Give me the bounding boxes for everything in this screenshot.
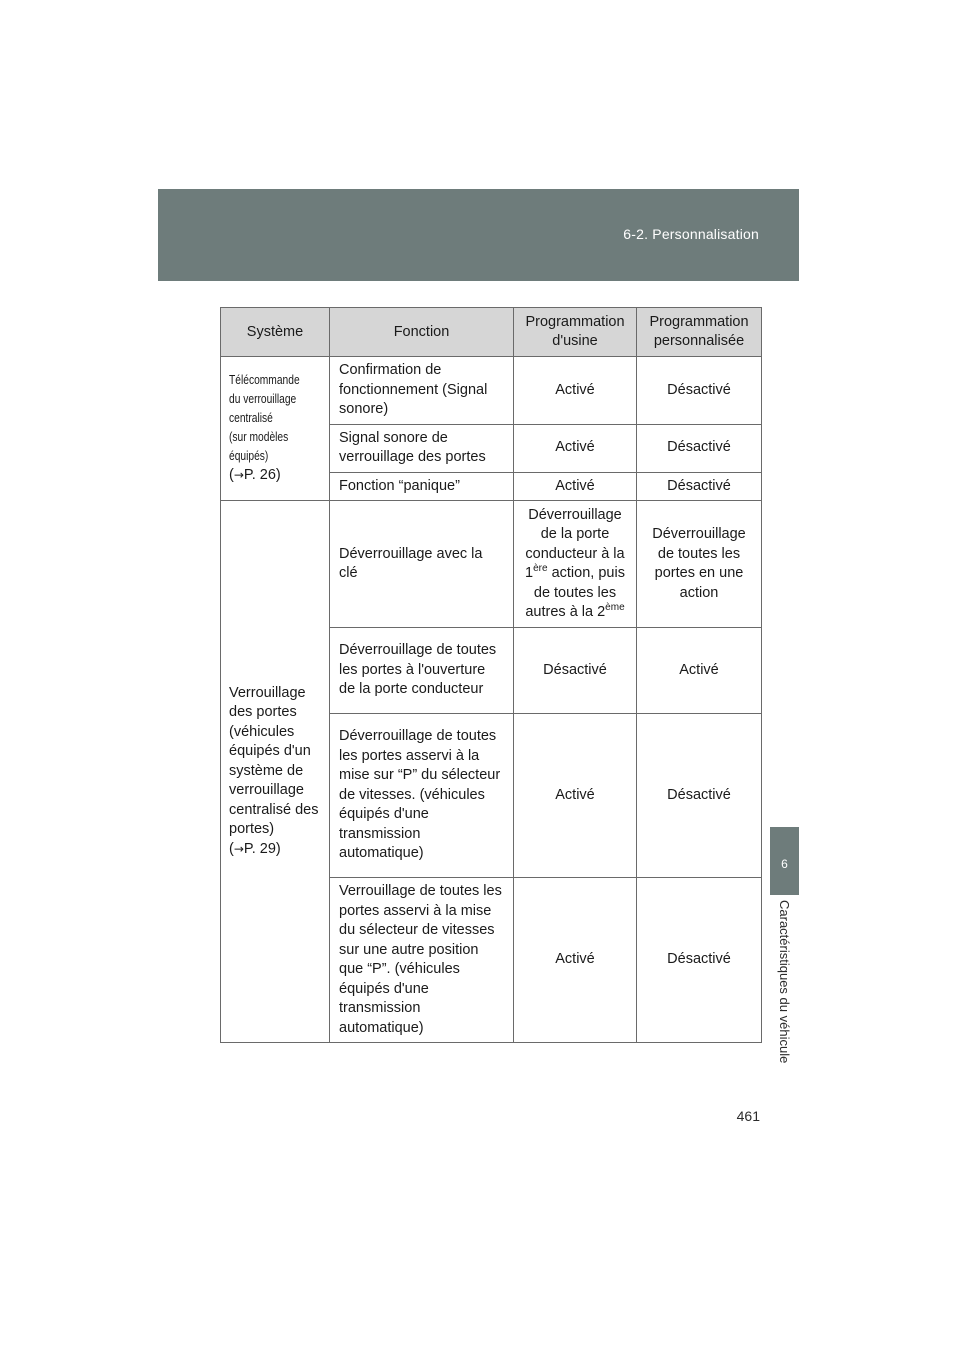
perso-cell: Activé bbox=[637, 628, 762, 714]
perso-cell: Désactivé bbox=[637, 714, 762, 878]
system-line: centralisé bbox=[229, 411, 273, 426]
fonction-cell: Déverrouillage de toutes les portes asservi à la mise sur “P” du sélecteur de vitesses. (véhicules équipés d'une transmission automatique) bbox=[330, 714, 514, 878]
customization-table bbox=[220, 307, 762, 1043]
perso-cell: Désactivé bbox=[637, 878, 762, 1043]
chapter-tab bbox=[770, 827, 799, 895]
page-reference: (→P. 29) bbox=[229, 840, 281, 857]
fonction-cell: Confirmation de fonctionnement (Signal sonore) bbox=[330, 357, 514, 425]
table-row bbox=[221, 501, 762, 628]
usine-cell: Activé bbox=[514, 472, 637, 501]
system-line: du verrouillage bbox=[229, 392, 297, 407]
page-number: 461 bbox=[736, 1108, 760, 1124]
usine-cell: Activé bbox=[514, 424, 637, 472]
usine-cell: Activé bbox=[514, 357, 637, 425]
system-cell-telecommande bbox=[221, 357, 330, 501]
usine-cell: Déverrouillage de la porte conducteur à la 1ère action, puis de toutes les autres à la 2ème bbox=[514, 501, 637, 628]
perso-cell: Désactivé bbox=[637, 472, 762, 501]
fonction-cell: Déverrouillage de toutes les portes à l'ouverture de la porte conducteur bbox=[330, 628, 514, 714]
perso-cell: Déverrouillage de toutes les portes en une action bbox=[637, 501, 762, 628]
header-fonction: Fonction bbox=[330, 308, 514, 357]
perso-cell: Désactivé bbox=[637, 424, 762, 472]
arrow-right-icon: → bbox=[233, 468, 244, 483]
system-line: Télécommande bbox=[229, 373, 300, 388]
section-header-band bbox=[158, 189, 799, 281]
section-title: 6-2. Personnalisation bbox=[623, 226, 759, 242]
fonction-cell: Verrouillage de toutes les portes asservi à la mise du sélecteur de vitesses sur une autre position que “P”. (véhicules équipés d'une transmission automatique) bbox=[330, 878, 514, 1043]
system-line: équipés) bbox=[229, 449, 269, 464]
chapter-label: Caractéristiques du véhicule bbox=[777, 900, 792, 1064]
header-programmation-usine: Programmation d'usine bbox=[514, 308, 637, 357]
table-row bbox=[221, 357, 762, 425]
usine-cell: Désactivé bbox=[514, 628, 637, 714]
table-header-row bbox=[221, 308, 762, 357]
fonction-cell: Fonction “panique” bbox=[330, 472, 514, 501]
system-line: (sur modèles bbox=[229, 430, 289, 445]
usine-cell: Activé bbox=[514, 714, 637, 878]
chapter-number: 6 bbox=[781, 857, 788, 871]
usine-cell: Activé bbox=[514, 878, 637, 1043]
system-text: Verrouillage des portes (véhicules équipés d'un système de verrouillage centralisé des portes) bbox=[229, 684, 319, 838]
fonction-cell: Signal sonore de verrouillage des portes bbox=[330, 424, 514, 472]
fonction-cell: Déverrouillage avec la clé bbox=[330, 501, 514, 628]
header-programmation-personnalisee: Programmation personnalisée bbox=[637, 308, 762, 357]
perso-cell: Désactivé bbox=[637, 357, 762, 425]
system-cell-verrouillage bbox=[221, 501, 330, 1043]
page-reference: (→P. 26) bbox=[229, 467, 281, 484]
arrow-right-icon: → bbox=[233, 841, 244, 856]
header-systeme: Système bbox=[221, 308, 330, 357]
